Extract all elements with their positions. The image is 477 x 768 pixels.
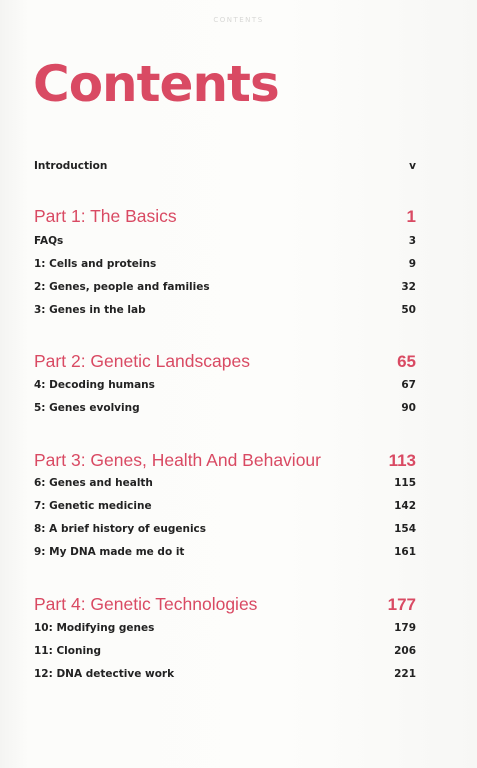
part-heading-2 [34, 350, 416, 373]
toc-entry-page: 3 [408, 235, 416, 247]
part-title: Part 4: Genetic Technologies [34, 594, 258, 614]
toc-entry [34, 499, 416, 513]
toc-entry-introduction [34, 159, 416, 173]
toc-entry-page: 142 [394, 500, 416, 512]
toc-entry-label: 7: Genetic medicine [34, 500, 152, 512]
toc-entry-label: 4: Decoding humans [34, 379, 155, 391]
toc-entry-page: 115 [394, 477, 416, 489]
toc-entry-label: 12: DNA detective work [34, 668, 175, 680]
part-page: 113 [388, 451, 416, 470]
toc-entry [34, 644, 416, 658]
toc-entry-page: 154 [394, 523, 416, 535]
toc-entry-label: 9: My DNA made me do it [34, 546, 185, 558]
toc-entry [34, 401, 416, 415]
toc-entry [34, 476, 416, 490]
part-title: Part 2: Genetic Landscapes [34, 351, 250, 371]
part-title: Part 1: The Basics [34, 206, 177, 226]
toc-entry-label: Introduction [34, 160, 108, 172]
toc-entry-label: 2: Genes, people and families [34, 281, 210, 293]
part-page: 177 [387, 595, 416, 614]
toc-entry [34, 522, 416, 536]
toc-entry-label: FAQs [34, 235, 64, 247]
part-title: Part 3: Genes, Health And Behaviour [34, 450, 321, 470]
toc-entry-page: 179 [394, 622, 416, 634]
part-heading-1 [34, 205, 416, 228]
toc-entry-label: 11: Cloning [34, 645, 102, 657]
toc-entry [34, 280, 416, 294]
toc-entry-page: v [409, 160, 416, 172]
toc-entry-page: 67 [401, 379, 416, 391]
toc-entry-label: 10: Modifying genes [34, 622, 155, 634]
toc-entry-label: 6: Genes and health [34, 477, 153, 489]
toc-entry [34, 378, 416, 392]
toc-entry [34, 667, 416, 681]
toc-entry-label: 1: Cells and proteins [34, 258, 157, 270]
running-head: CONTENTS [213, 16, 264, 24]
toc-entry-label: 5: Genes evolving [34, 402, 140, 414]
toc-entry-label: 8: A brief history of eugenics [34, 523, 207, 535]
toc-entry-page: 90 [401, 402, 416, 414]
toc-entry-page: 9 [408, 258, 416, 270]
toc-entry-page: 161 [394, 546, 416, 558]
toc-entry [34, 234, 416, 248]
toc-entry-page: 50 [401, 304, 416, 316]
toc-entry [34, 257, 416, 271]
toc-entry [34, 545, 416, 559]
toc-entry-page: 32 [401, 281, 416, 293]
part-page: 1 [406, 207, 416, 226]
toc-entry [34, 621, 416, 635]
page-title: Contents [33, 55, 279, 113]
toc-entry-page: 206 [394, 645, 416, 657]
toc-entry-page: 221 [394, 668, 416, 680]
part-heading-4 [34, 593, 416, 616]
part-page: 65 [397, 352, 416, 371]
toc-entry [34, 303, 416, 317]
toc-entry-label: 3: Genes in the lab [34, 304, 146, 316]
part-heading-3 [34, 449, 416, 472]
